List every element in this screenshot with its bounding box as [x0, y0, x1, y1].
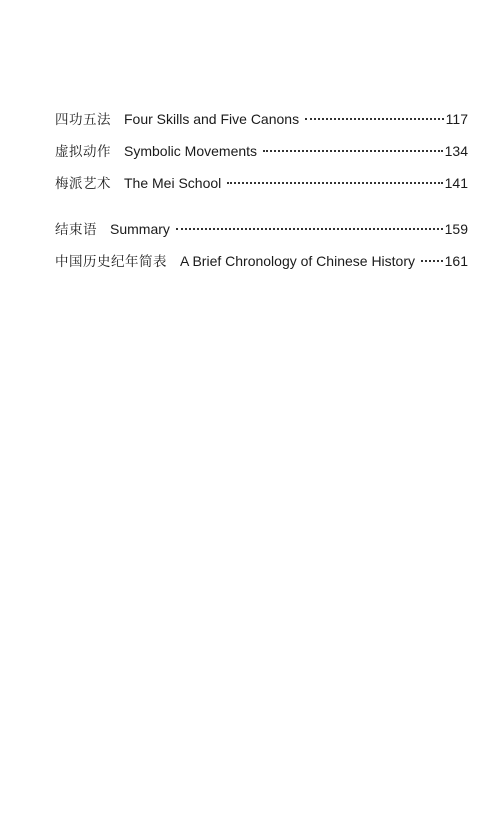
dot-leader: [263, 150, 443, 152]
toc-entry-summary[interactable]: [55, 218, 468, 250]
dot-leader: [176, 228, 443, 230]
toc-entry-english-title: The Mei School: [124, 175, 222, 191]
dot-leader: [421, 260, 443, 262]
dot-leader: [305, 118, 444, 120]
toc-entry-chinese-title: 虚拟动作: [55, 144, 111, 160]
toc-entry-page-number: 161: [444, 253, 468, 269]
toc-entry-chinese-title: 中国历史纪年简表: [55, 254, 167, 270]
toc-entry-chronology[interactable]: [55, 250, 468, 282]
toc-entry-page-number: 159: [444, 221, 468, 237]
toc-entry-symbolic-movements[interactable]: [55, 140, 468, 172]
dot-leader: [227, 182, 442, 184]
toc-entry-chinese-title: 结束语: [55, 222, 97, 238]
toc-entry-english-title: Summary: [110, 221, 170, 237]
toc-entry-chinese-title: 四功五法: [55, 112, 111, 128]
toc-entry-chinese-title: 梅派艺术: [55, 176, 111, 192]
toc-entry-page-number: 134: [444, 143, 468, 159]
toc-entry-four-skills[interactable]: [55, 108, 468, 140]
table-of-contents: [55, 108, 468, 282]
toc-group-chapters: [55, 108, 468, 204]
toc-entry-page-number: 117: [445, 111, 468, 127]
toc-entry-english-title: Symbolic Movements: [124, 143, 258, 159]
toc-entry-page-number: 141: [444, 175, 468, 191]
toc-group-appendix: [55, 218, 468, 282]
toc-entry-mei-school[interactable]: [55, 172, 468, 204]
toc-entry-english-title: Four Skills and Five Canons: [124, 111, 300, 127]
toc-entry-english-title: A Brief Chronology of Chinese History: [180, 253, 415, 269]
